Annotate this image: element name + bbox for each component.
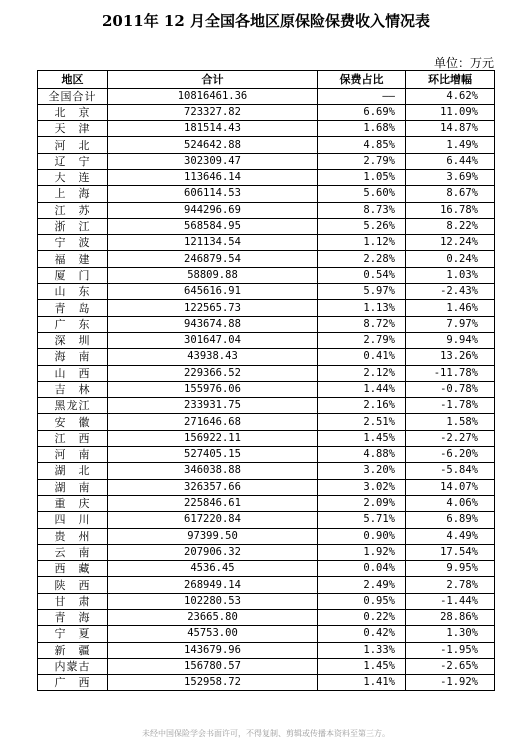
total-cell: 617220.84 [108, 512, 318, 528]
region-cell: 内蒙古 [38, 658, 108, 674]
region-cell: 海 南 [38, 349, 108, 365]
share-cell: 0.54% [318, 267, 406, 283]
growth-cell: 8.22% [406, 218, 495, 234]
region-cell: 四 川 [38, 512, 108, 528]
share-cell: 2.79% [318, 153, 406, 169]
share-cell: 1.45% [318, 658, 406, 674]
growth-cell: 9.95% [406, 561, 495, 577]
growth-cell: 1.46% [406, 300, 495, 316]
region-cell: 浙 江 [38, 218, 108, 234]
table-row [38, 561, 495, 577]
growth-cell: 11.09% [406, 104, 495, 120]
total-cell: 121134.54 [108, 235, 318, 251]
copyright-footer: 未经中国保险学会书面许可，不得复制、剪辑或传播本资料至第三方。 [142, 729, 390, 738]
region-cell: 全国合计 [38, 88, 108, 104]
growth-cell: 9.94% [406, 332, 495, 348]
share-cell: 5.97% [318, 284, 406, 300]
growth-cell: -5.84% [406, 463, 495, 479]
growth-cell: -1.92% [406, 675, 495, 691]
total-cell: 58809.88 [108, 267, 318, 283]
total-cell: 45753.00 [108, 626, 318, 642]
table-row [38, 349, 495, 365]
table-row [38, 463, 495, 479]
growth-cell: 1.49% [406, 137, 495, 153]
share-cell: 4.88% [318, 447, 406, 463]
share-cell: 5.26% [318, 218, 406, 234]
table-row [38, 479, 495, 495]
region-cell: 云 南 [38, 544, 108, 560]
growth-cell: 13.26% [406, 349, 495, 365]
share-cell: 1.33% [318, 642, 406, 658]
region-cell: 辽 宁 [38, 153, 108, 169]
share-cell: 2.12% [318, 365, 406, 381]
share-cell: 1.44% [318, 381, 406, 397]
share-cell: 1.92% [318, 544, 406, 560]
table-row [38, 88, 495, 104]
total-cell: 225846.61 [108, 495, 318, 511]
total-cell: 97399.50 [108, 528, 318, 544]
region-cell: 西 藏 [38, 561, 108, 577]
total-cell: 524642.88 [108, 137, 318, 153]
region-cell: 江 西 [38, 430, 108, 446]
total-cell: 181514.43 [108, 121, 318, 137]
growth-cell: 1.30% [406, 626, 495, 642]
table-row [38, 381, 495, 397]
table-row [38, 544, 495, 560]
region-cell: 青 岛 [38, 300, 108, 316]
growth-cell: 4.62% [406, 88, 495, 104]
growth-cell: -2.27% [406, 430, 495, 446]
growth-cell: 14.87% [406, 121, 495, 137]
growth-cell: 14.07% [406, 479, 495, 495]
total-cell: 301647.04 [108, 332, 318, 348]
region-cell: 广 东 [38, 316, 108, 332]
share-cell: 1.41% [318, 675, 406, 691]
table-row [38, 642, 495, 658]
region-cell: 厦 门 [38, 267, 108, 283]
table-row [38, 251, 495, 267]
growth-cell: -11.78% [406, 365, 495, 381]
region-cell: 宁 波 [38, 235, 108, 251]
region-cell: 上 海 [38, 186, 108, 202]
total-cell: 302309.47 [108, 153, 318, 169]
total-cell: 606114.53 [108, 186, 318, 202]
table-row [38, 300, 495, 316]
total-cell: 10816461.36 [108, 88, 318, 104]
total-cell: 143679.96 [108, 642, 318, 658]
growth-cell: -0.78% [406, 381, 495, 397]
total-cell: 155976.06 [108, 381, 318, 397]
region-cell: 河 南 [38, 447, 108, 463]
share-cell: 1.05% [318, 169, 406, 185]
share-cell: 0.95% [318, 593, 406, 609]
header-growth: 环比增幅 [406, 71, 495, 89]
total-cell: 346038.88 [108, 463, 318, 479]
table-row [38, 121, 495, 137]
growth-cell: 4.49% [406, 528, 495, 544]
growth-cell: 4.06% [406, 495, 495, 511]
total-cell: 152958.72 [108, 675, 318, 691]
growth-cell: 6.44% [406, 153, 495, 169]
region-cell: 安 徽 [38, 414, 108, 430]
table-row [38, 365, 495, 381]
table-row [38, 658, 495, 674]
region-cell: 山 西 [38, 365, 108, 381]
growth-cell: 1.03% [406, 267, 495, 283]
region-cell: 吉 林 [38, 381, 108, 397]
share-cell: 2.16% [318, 398, 406, 414]
share-cell: 1.12% [318, 235, 406, 251]
share-cell: 2.51% [318, 414, 406, 430]
share-cell: 1.68% [318, 121, 406, 137]
growth-cell: 3.69% [406, 169, 495, 185]
share-cell: —— [318, 88, 406, 104]
total-cell: 271646.68 [108, 414, 318, 430]
total-cell: 43938.43 [108, 349, 318, 365]
growth-cell: 0.24% [406, 251, 495, 267]
total-cell: 943674.88 [108, 316, 318, 332]
share-cell: 2.28% [318, 251, 406, 267]
unit-label: 单位：万元 [433, 56, 494, 70]
growth-cell: 2.78% [406, 577, 495, 593]
table-row [38, 610, 495, 626]
growth-cell: 16.78% [406, 202, 495, 218]
growth-cell: -6.20% [406, 447, 495, 463]
share-cell: 1.45% [318, 430, 406, 446]
table-row [38, 202, 495, 218]
share-cell: 0.22% [318, 610, 406, 626]
growth-cell: 6.89% [406, 512, 495, 528]
table-row [38, 332, 495, 348]
region-cell: 宁 夏 [38, 626, 108, 642]
share-cell: 1.13% [318, 300, 406, 316]
total-cell: 944296.69 [108, 202, 318, 218]
table-header-row [38, 71, 495, 89]
share-cell: 4.85% [318, 137, 406, 153]
total-cell: 229366.52 [108, 365, 318, 381]
growth-cell: 12.24% [406, 235, 495, 251]
total-cell: 527405.15 [108, 447, 318, 463]
share-cell: 6.69% [318, 104, 406, 120]
table-row [38, 186, 495, 202]
premium-table [37, 70, 495, 691]
share-cell: 5.60% [318, 186, 406, 202]
share-cell: 3.20% [318, 463, 406, 479]
growth-cell: -1.44% [406, 593, 495, 609]
total-cell: 102280.53 [108, 593, 318, 609]
share-cell: 8.72% [318, 316, 406, 332]
total-cell: 23665.80 [108, 610, 318, 626]
region-cell: 黑龙江 [38, 398, 108, 414]
region-cell: 山 东 [38, 284, 108, 300]
total-cell: 122565.73 [108, 300, 318, 316]
growth-cell: -1.95% [406, 642, 495, 658]
table-row [38, 169, 495, 185]
table-row [38, 430, 495, 446]
region-cell: 河 北 [38, 137, 108, 153]
table-row [38, 218, 495, 234]
total-cell: 568584.95 [108, 218, 318, 234]
header-region: 地区 [38, 71, 108, 89]
region-cell: 深 圳 [38, 332, 108, 348]
region-cell: 陕 西 [38, 577, 108, 593]
total-cell: 645616.91 [108, 284, 318, 300]
region-cell: 青 海 [38, 610, 108, 626]
table-row [38, 284, 495, 300]
share-cell: 8.73% [318, 202, 406, 218]
table-row [38, 593, 495, 609]
region-cell: 重 庆 [38, 495, 108, 511]
table-row [38, 528, 495, 544]
growth-cell: -1.78% [406, 398, 495, 414]
share-cell: 2.09% [318, 495, 406, 511]
total-cell: 156922.11 [108, 430, 318, 446]
header-share: 保费占比 [318, 71, 406, 89]
region-cell: 江 苏 [38, 202, 108, 218]
region-cell: 福 建 [38, 251, 108, 267]
growth-cell: 28.86% [406, 610, 495, 626]
total-cell: 326357.66 [108, 479, 318, 495]
region-cell: 湖 南 [38, 479, 108, 495]
share-cell: 2.79% [318, 332, 406, 348]
share-cell: 0.90% [318, 528, 406, 544]
share-cell: 3.02% [318, 479, 406, 495]
growth-cell: -2.65% [406, 658, 495, 674]
share-cell: 0.04% [318, 561, 406, 577]
total-cell: 723327.82 [108, 104, 318, 120]
region-cell: 大 连 [38, 169, 108, 185]
region-cell: 甘 肃 [38, 593, 108, 609]
table-row [38, 512, 495, 528]
total-cell: 246879.54 [108, 251, 318, 267]
table-row [38, 626, 495, 642]
region-cell: 贵 州 [38, 528, 108, 544]
page-title: 2011年 12 月全国各地区原保险保费收入情况表 [101, 12, 431, 30]
table-body [38, 88, 495, 691]
total-cell: 156780.57 [108, 658, 318, 674]
table-row [38, 414, 495, 430]
total-cell: 113646.14 [108, 169, 318, 185]
table-row [38, 153, 495, 169]
table-row [38, 137, 495, 153]
region-cell: 广 西 [38, 675, 108, 691]
table-row [38, 104, 495, 120]
table-row [38, 235, 495, 251]
table-row [38, 267, 495, 283]
region-cell: 北 京 [38, 104, 108, 120]
total-cell: 233931.75 [108, 398, 318, 414]
region-cell: 天 津 [38, 121, 108, 137]
header-total: 合计 [108, 71, 318, 89]
share-cell: 0.41% [318, 349, 406, 365]
growth-cell: 7.97% [406, 316, 495, 332]
region-cell: 新 疆 [38, 642, 108, 658]
growth-cell: 8.67% [406, 186, 495, 202]
share-cell: 5.71% [318, 512, 406, 528]
region-cell: 湖 北 [38, 463, 108, 479]
total-cell: 268949.14 [108, 577, 318, 593]
growth-cell: 17.54% [406, 544, 495, 560]
share-cell: 2.49% [318, 577, 406, 593]
table-row [38, 316, 495, 332]
table-row [38, 495, 495, 511]
share-cell: 0.42% [318, 626, 406, 642]
total-cell: 4536.45 [108, 561, 318, 577]
total-cell: 207906.32 [108, 544, 318, 560]
table-row [38, 447, 495, 463]
table-row [38, 675, 495, 691]
table-row [38, 577, 495, 593]
growth-cell: -2.43% [406, 284, 495, 300]
table-row [38, 398, 495, 414]
growth-cell: 1.58% [406, 414, 495, 430]
